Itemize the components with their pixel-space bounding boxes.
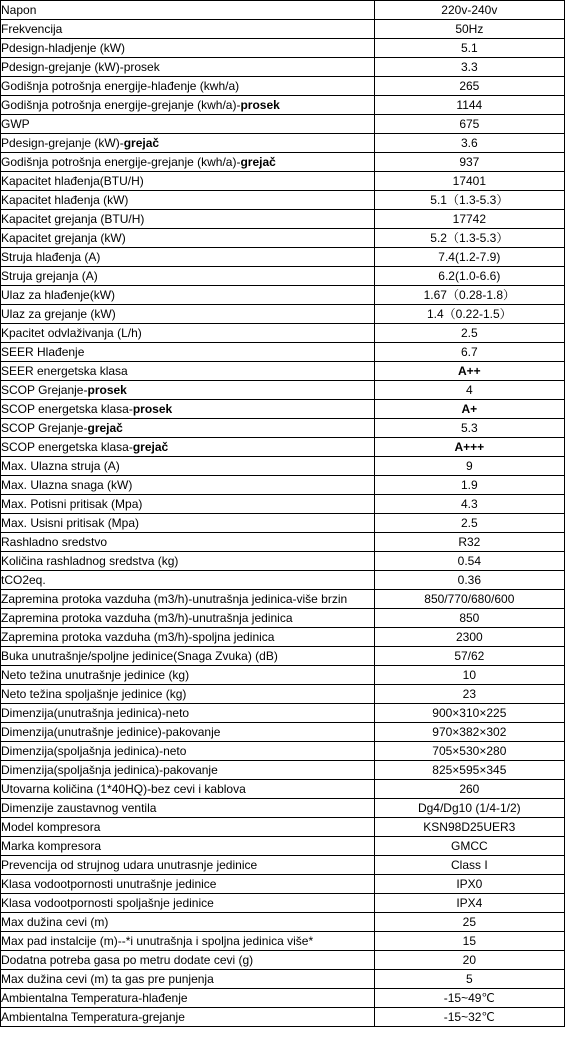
spec-label-cell — [1, 780, 375, 799]
spec-value: 705×530×280 — [374, 742, 564, 761]
spec-label: Max dužina cevi (m) ta gas pre punjenja — [1, 972, 214, 986]
spec-label-emphasis: prosek — [87, 383, 127, 397]
spec-value: 675 — [374, 115, 564, 134]
spec-label: Neto težina spoljašnje jedinice (kg) — [1, 687, 187, 701]
spec-value: 1.4（0.22-1.5） — [374, 305, 564, 324]
table-row — [1, 39, 565, 58]
table-row — [1, 761, 565, 780]
table-row — [1, 913, 565, 932]
spec-label: Rashladno sredstvo — [1, 535, 108, 549]
spec-value: 1.67（0.28-1.8） — [374, 286, 564, 305]
table-row — [1, 514, 565, 533]
spec-label-cell — [1, 58, 375, 77]
spec-label: Zapremina protoka vazduha (m3/h)-unutrašnja jedinica-više brzin — [1, 592, 348, 606]
table-row — [1, 457, 565, 476]
spec-label-cell — [1, 134, 375, 153]
spec-label: Kapacitet grejanja (kW) — [1, 231, 126, 245]
spec-label: Dodatna potreba gasa po metru dodate cevi (g) — [1, 953, 254, 967]
spec-value: 2.5 — [374, 514, 564, 533]
spec-label: Max. Ulazna snaga (kW) — [1, 478, 133, 492]
spec-value: A+ — [374, 400, 564, 419]
spec-label-emphasis: grejač — [240, 155, 276, 169]
spec-label-cell — [1, 818, 375, 837]
table-row — [1, 96, 565, 115]
table-row — [1, 248, 565, 267]
table-row — [1, 134, 565, 153]
spec-value: 23 — [374, 685, 564, 704]
spec-value: 1.9 — [374, 476, 564, 495]
table-row — [1, 590, 565, 609]
table-row — [1, 381, 565, 400]
spec-value: 2300 — [374, 628, 564, 647]
spec-value: 0.54 — [374, 552, 564, 571]
spec-label-cell — [1, 1008, 375, 1027]
spec-label-cell — [1, 210, 375, 229]
spec-value: 7.4(1.2-7.9) — [374, 248, 564, 267]
spec-label-cell — [1, 837, 375, 856]
table-row — [1, 1, 565, 20]
spec-value: 825×595×345 — [374, 761, 564, 780]
spec-label-cell — [1, 590, 375, 609]
spec-value: 57/62 — [374, 647, 564, 666]
table-row — [1, 742, 565, 761]
spec-value: 850/770/680/600 — [374, 590, 564, 609]
spec-label-cell — [1, 305, 375, 324]
table-row — [1, 609, 565, 628]
spec-label: Pdesign-hladjenje (kW) — [1, 41, 126, 55]
spec-label-emphasis: prosek — [240, 98, 280, 112]
spec-label-cell — [1, 229, 375, 248]
spec-value: 4 — [374, 381, 564, 400]
spec-label: Marka kompresora — [1, 839, 102, 853]
spec-label-cell — [1, 875, 375, 894]
spec-value: 3.3 — [374, 58, 564, 77]
spec-value: 20 — [374, 951, 564, 970]
spec-value: 3.6 — [374, 134, 564, 153]
spec-label: Kapacitet hlađenja(BTU/H) — [1, 174, 144, 188]
spec-label-cell — [1, 343, 375, 362]
spec-label: Struja hlađenja (A) — [1, 250, 101, 264]
spec-label-cell — [1, 742, 375, 761]
spec-value: A+++ — [374, 438, 564, 457]
spec-value: A++ — [374, 362, 564, 381]
spec-label-cell — [1, 704, 375, 723]
spec-value: Dg4/Dg10 (1/4-1/2) — [374, 799, 564, 818]
spec-label-cell — [1, 932, 375, 951]
spec-label-cell — [1, 153, 375, 172]
spec-label-cell — [1, 362, 375, 381]
spec-label-cell — [1, 96, 375, 115]
table-row — [1, 210, 565, 229]
spec-label: Ambientalna Temperatura-grejanje — [1, 1010, 185, 1024]
table-row — [1, 780, 565, 799]
spec-label-cell — [1, 685, 375, 704]
table-row — [1, 191, 565, 210]
table-row — [1, 476, 565, 495]
spec-label-cell — [1, 286, 375, 305]
table-row — [1, 172, 565, 191]
table-row — [1, 229, 565, 248]
spec-value: 6.7 — [374, 343, 564, 362]
spec-label-cell — [1, 476, 375, 495]
table-row — [1, 400, 565, 419]
spec-value: 17401 — [374, 172, 564, 191]
spec-label-cell — [1, 115, 375, 134]
spec-value: 220v-240v — [374, 1, 564, 20]
spec-value: -15~32℃ — [374, 1008, 564, 1027]
table-row — [1, 1008, 565, 1027]
spec-label: Pdesign-grejanje (kW)- — [1, 136, 124, 150]
table-row — [1, 362, 565, 381]
spec-label: SCOP energetska klasa- — [1, 402, 133, 416]
spec-value: 0.36 — [374, 571, 564, 590]
spec-label: Zapremina protoka vazduha (m3/h)-spoljna jedinica — [1, 630, 275, 644]
spec-label: SEER energetska klasa — [1, 364, 128, 378]
spec-value: 15 — [374, 932, 564, 951]
spec-label: Ulaz za hlađenje(kW) — [1, 288, 116, 302]
spec-label-cell — [1, 1, 375, 20]
table-row — [1, 628, 565, 647]
spec-label: Dimenzija(spoljašnja jedinica)-neto — [1, 744, 187, 758]
spec-label: Frekvencija — [1, 22, 63, 36]
spec-label: Dimenzija(spoljašnja jedinica)-pakovanje — [1, 763, 218, 777]
spec-label-cell — [1, 248, 375, 267]
spec-label: Buka unutrašnje/spoljne jedinice(Snaga Zvuka) (dB) — [1, 649, 278, 663]
spec-value: 850 — [374, 609, 564, 628]
table-row — [1, 723, 565, 742]
spec-label-cell — [1, 989, 375, 1008]
spec-label: Godišnja potrošnja energije-hlađenje (kwh/a) — [1, 79, 240, 93]
table-row — [1, 970, 565, 989]
table-row — [1, 115, 565, 134]
spec-value: 970×382×302 — [374, 723, 564, 742]
table-row — [1, 533, 565, 552]
spec-label-cell — [1, 970, 375, 989]
table-row — [1, 799, 565, 818]
spec-label-cell — [1, 951, 375, 970]
spec-label-cell — [1, 400, 375, 419]
spec-label: Ambientalna Temperatura-hlađenje — [1, 991, 188, 1005]
spec-label: tCO2eq. — [1, 573, 46, 587]
table-row — [1, 286, 565, 305]
spec-value: 5.1（1.3-5.3） — [374, 191, 564, 210]
spec-label: Utovarna količina (1*40HQ)-bez cevi i kablova — [1, 782, 246, 796]
spec-value: 25 — [374, 913, 564, 932]
spec-label-cell — [1, 552, 375, 571]
spec-value: 937 — [374, 153, 564, 172]
spec-label-cell — [1, 913, 375, 932]
table-row — [1, 305, 565, 324]
spec-value: 260 — [374, 780, 564, 799]
table-row — [1, 343, 565, 362]
spec-label-cell — [1, 799, 375, 818]
spec-label: Max dužina cevi (m) — [1, 915, 109, 929]
table-row — [1, 571, 565, 590]
spec-label: Neto težina unutrašnje jedinice (kg) — [1, 668, 190, 682]
spec-value: 10 — [374, 666, 564, 685]
spec-label-cell — [1, 647, 375, 666]
spec-label: Pdesign-grejanje (kW)-prosek — [1, 60, 160, 74]
table-row — [1, 856, 565, 875]
spec-value: R32 — [374, 533, 564, 552]
spec-label: Prevencija od strujnog udara unutrasnje jedinice — [1, 858, 258, 872]
spec-value: IPX0 — [374, 875, 564, 894]
table-row — [1, 153, 565, 172]
spec-label-cell — [1, 666, 375, 685]
spec-label: SCOP energetska klasa- — [1, 440, 133, 454]
spec-label: Zapremina protoka vazduha (m3/h)-unutrašnja jedinica — [1, 611, 293, 625]
spec-label: Struja grejanja (A) — [1, 269, 98, 283]
spec-label: Dimenzija(unutrašnja jedinica)-neto — [1, 706, 190, 720]
table-row — [1, 419, 565, 438]
table-row — [1, 685, 565, 704]
spec-label-emphasis: grejač — [123, 136, 160, 150]
spec-table-body — [1, 1, 565, 1027]
spec-value: 265 — [374, 77, 564, 96]
spec-value: 5.3 — [374, 419, 564, 438]
spec-value: 5.1 — [374, 39, 564, 58]
spec-label-cell — [1, 761, 375, 780]
table-row — [1, 875, 565, 894]
spec-label: Max. Ulazna struja (A) — [1, 459, 120, 473]
table-row — [1, 704, 565, 723]
spec-label: Godišnja potrošnja energije-grejanje (kwh/a)- — [1, 155, 241, 169]
table-row — [1, 894, 565, 913]
spec-value: -15~49℃ — [374, 989, 564, 1008]
spec-value: GMCC — [374, 837, 564, 856]
spec-label: Max. Usisni pritisak (Mpa) — [1, 516, 140, 530]
spec-value: 5.2（1.3-5.3） — [374, 229, 564, 248]
spec-value: 2.5 — [374, 324, 564, 343]
table-row — [1, 666, 565, 685]
spec-label: Max pad instalcije (m)--*i unutrašnja i spoljna jedinica više* — [1, 934, 314, 948]
spec-label: Kpacitet odvlaživanja (L/h) — [1, 326, 142, 340]
spec-label: Kapacitet grejanja (BTU/H) — [1, 212, 145, 226]
spec-label-cell — [1, 894, 375, 913]
table-row — [1, 989, 565, 1008]
spec-value: IPX4 — [374, 894, 564, 913]
table-row — [1, 438, 565, 457]
spec-label: Model kompresora — [1, 820, 101, 834]
spec-value: 17742 — [374, 210, 564, 229]
spec-value: 50Hz — [374, 20, 564, 39]
spec-label-cell — [1, 191, 375, 210]
spec-label-cell — [1, 20, 375, 39]
spec-label: Napon — [1, 3, 37, 17]
table-row — [1, 951, 565, 970]
spec-label-cell — [1, 39, 375, 58]
spec-label: Klasa vodootpornosti spoljašnje jedinice — [1, 896, 214, 910]
spec-label: Klasa vodootpornosti unutrašnje jedinice — [1, 877, 217, 891]
spec-label: SCOP Grejanje- — [1, 383, 88, 397]
spec-label: Godišnja potrošnja energije-grejanje (kwh/a)- — [1, 98, 241, 112]
spec-label: Dimenzije zaustavnog ventila — [1, 801, 157, 815]
spec-label-cell — [1, 723, 375, 742]
spec-label-emphasis: grejač — [87, 421, 123, 435]
table-row — [1, 58, 565, 77]
spec-label: SEER Hlađenje — [1, 345, 85, 359]
spec-label-emphasis: grejač — [132, 440, 169, 454]
table-row — [1, 932, 565, 951]
spec-label: Ulaz za grejanje (kW) — [1, 307, 116, 321]
spec-value: 5 — [374, 970, 564, 989]
spec-label-cell — [1, 856, 375, 875]
spec-label-cell — [1, 419, 375, 438]
spec-label-cell — [1, 457, 375, 476]
table-row — [1, 20, 565, 39]
table-row — [1, 647, 565, 666]
spec-label: GWP — [1, 117, 30, 131]
spec-label: Količina rashladnog sredstva (kg) — [1, 554, 179, 568]
table-row — [1, 552, 565, 571]
spec-label-cell — [1, 172, 375, 191]
spec-label: Kapacitet hlađenja (kW) — [1, 193, 129, 207]
spec-value: 6.2(1.0-6.6) — [374, 267, 564, 286]
spec-value: KSN98D25UER3 — [374, 818, 564, 837]
spec-value: 1144 — [374, 96, 564, 115]
spec-label: Max. Potisni pritisak (Mpa) — [1, 497, 143, 511]
spec-label-cell — [1, 514, 375, 533]
spec-label-cell — [1, 609, 375, 628]
spec-label: SCOP Grejanje- — [1, 421, 88, 435]
spec-label-cell — [1, 324, 375, 343]
spec-label-cell — [1, 267, 375, 286]
spec-label: Dimenzija(unutrašnje jedinice)-pakovanje — [1, 725, 221, 739]
spec-label-emphasis: prosek — [132, 402, 173, 416]
table-row — [1, 837, 565, 856]
spec-label-cell — [1, 571, 375, 590]
table-row — [1, 324, 565, 343]
spec-label-cell — [1, 77, 375, 96]
spec-value: 900×310×225 — [374, 704, 564, 723]
table-row — [1, 77, 565, 96]
table-row — [1, 267, 565, 286]
spec-label-cell — [1, 533, 375, 552]
spec-value: Class I — [374, 856, 564, 875]
table-row — [1, 818, 565, 837]
spec-label-cell — [1, 381, 375, 400]
spec-label-cell — [1, 438, 375, 457]
spec-value: 9 — [374, 457, 564, 476]
spec-value: 4.3 — [374, 495, 564, 514]
spec-label-cell — [1, 495, 375, 514]
spec-label-cell — [1, 628, 375, 647]
table-row — [1, 495, 565, 514]
